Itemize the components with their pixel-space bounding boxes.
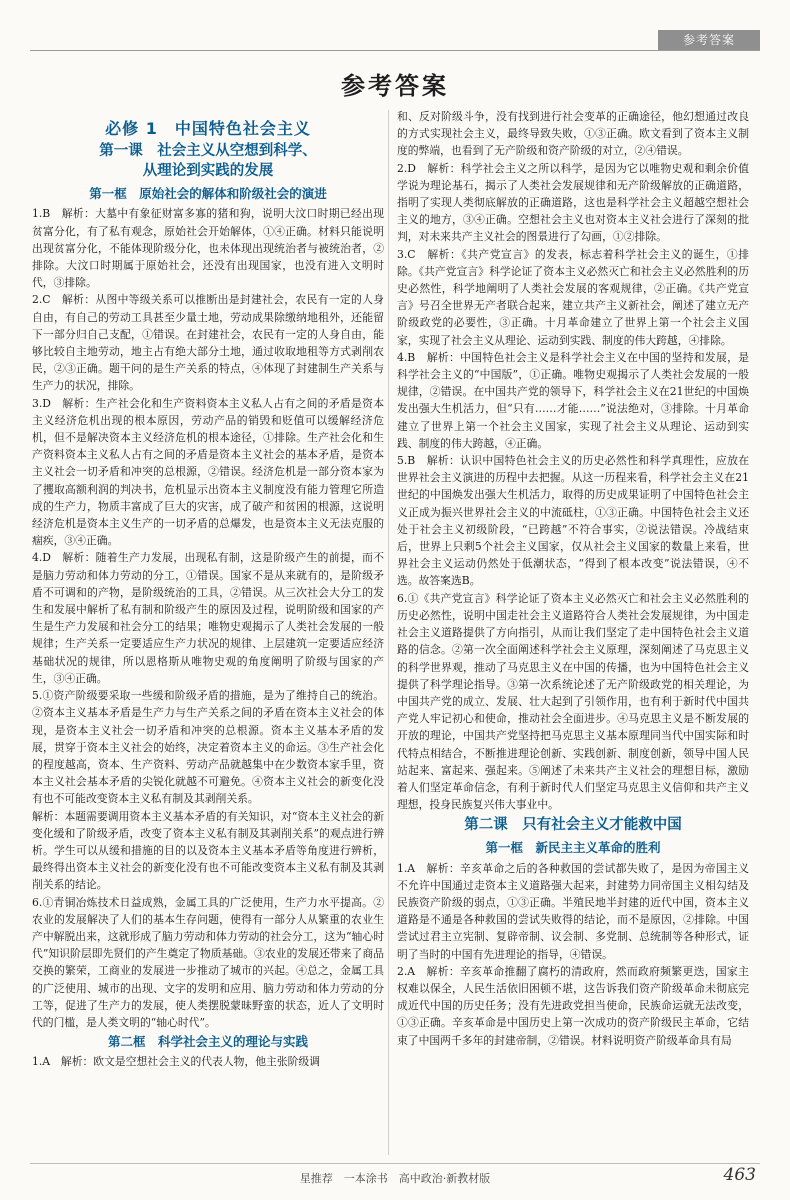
footer-divider bbox=[30, 1163, 760, 1164]
answer-item: 6.①青铜冶炼技术日益成熟，金属工具的广泛使用，生产力水平提高。②农业的发展解决了人们的基本生存问题，使得有一部分人从繁重的农业生产中解脱出来，这就形成了脑力劳动和体力劳动的社会分工，这为“轴心时代”知识阶层即先贤们的产生奠定了物质基础。③农业的发展还带来了商品交换的繁荣，工商业的发展进一步推动了城市的兴起。④总之，金属工具的广泛使用、城市的出现、文字的发明和应用、脑力劳动和体力劳动的分工等，促进了生产力的发展，使人类摆脱蒙昧野蛮的状态，近人了文明时代的门槛，是人类文明的“轴心时代”。 bbox=[32, 895, 384, 1029]
lesson-heading bbox=[32, 141, 384, 181]
answer-item: 6.①《共产党宣言》科学论证了资本主义必然灭亡和社会主义必然胜利的历史必然性，说明中国走社会主义道路符合人类社会发展规律，为中国走社会主义道路提供了方向指引，从而让我们坚定了走中国特色社会主义道路的信念。②第一次全面阐述科学社会主义原理，深刻阐述了马克思主义的科学世界观，推动了马克思主义在中国的传播，也为中国特色社会主义提供了科学理论指导。③第一次系统论述了无产阶级政党的相关理论，为中国共产党的成立、发展、壮大起到了引领作用，也有利于新时代中国共产党人牢记初心和使命，推动社会全面进步。④马克思主义是不断发展的开放的理论，中国共产党坚持把马克思主义基本原理同当代中国实际和时代特点相结合，不断推进理论创新、实践创新、制度创新，领导中国人民站起来、富起来、强起来。⑤阐述了未来共产主义社会的理想目标，激励着人们坚定革命信念，有利于新时代人们坚定马克思主义信仰和共产主义理想，投身民族复兴伟大事业中。 bbox=[397, 591, 749, 812]
answer-explanation: 解析：本题需要调用资本主义基本矛盾的有关知识，对“资本主义社会的新变化缓和了阶级矛盾，改变了资本主义私有制及其剥削关系”的观点进行辨析。学生可以从缓和措施的目的以及资本主义基本矛盾等角度进行辨析，最终得出资本主义社会的新变化没有也不可能改变资本主义私有制及其剥削关系的结论。 bbox=[32, 809, 384, 892]
frame-heading: 第二框 科学社会主义的理论与实践 bbox=[107, 1034, 308, 1050]
answer-item: 1.A 解析：辛亥革命之后的各种救国的尝试都失败了，是因为帝国主义不允许中国通过走资本主义道路强大起来，封建势力同帝国主义相勾结及民族资产阶级的弱点，①③正确。半殖民地半封建的近代中国，资本主义道路是不通是各种救国的尝试失败得的结论，而不是原因，②排除。中国尝试过君主立宪制、复辟帝制、议会制、多党制、总统制等各种形式，证明了当时的中国有先进理论的指导，④错误。 bbox=[397, 861, 749, 961]
answer-item: 3.C 解析：《共产党宣言》的发表，标志着科学社会主义的诞生，①排除。《共产党宣言》科学论证了资本主义必然灭亡和社会主义必然胜利的历史必然性，科学地阐明了人类社会发展的客观规律，②正确。《共产党宣言》号召全世界无产者联合起来，建立共产主义新社会，阐述了建立无产阶级政党的必要性，③正确。十月革命建立了世界上第一个社会主义国家，实现了社会主义从理论、运动到实践、制度的伟大跨越，④排除。 bbox=[397, 247, 749, 347]
answer-item: 4.B 解析：中国特色社会主义是科学社会主义在中国的坚持和发展，是科学社会主义的“中国版”，①正确。唯物史观揭示了人类社会发展的一般规律，②错误。在中国共产党的领导下，科学社会主义在21世纪的中国焕发出强大生机活力，但“只有……才能……”说法绝对，③排除。十月革命建立了世界上第一个社会主义国家，实现了社会主义从理论、运动到实践、制度的伟大跨越，④正确。 bbox=[397, 350, 749, 450]
lesson-heading-line: 第一课 社会主义从空想到科学、 bbox=[99, 143, 317, 160]
header-divider bbox=[30, 50, 760, 51]
answer-item: 5.①资产阶级要采取一些缓和阶级矛盾的措施，是为了维持自己的统治。②资本主义基本矛盾是生产力与生产关系之间的矛盾在资本主义社会的体现，是资本主义社会一切矛盾和冲突的总根源。资本主义基本矛盾的发展，贯穿于资本主义社会的始终，决定着资本主义的命运。③生产社会化的程度越高，资本、生产资料、劳动产品就越集中在少数资本家手里，资本主义社会基本矛盾的尖锐化就越不可避免。④资本主义社会的新变化没有也不可能改变资本主义私有制及其剥削关系。 bbox=[32, 689, 384, 806]
answer-item: 5.B 解析：认识中国特色社会主义的历史必然性和科学真理性，应放在世界社会主义演进的历程中去把握。从这一历程来看，科学社会主义在21世纪的中国焕发出强大生机活力，取得的历史成果证明了中国特色社会主义正成为振兴世界社会主义的中流砥柱，①③正确。中国特色社会主义还处于社会主义初级阶段，“已跨越”不符合事实，②说法错误。冷战结束后，世界上只剩5个社会主义国家，仅从社会主义国家的数量上来看，世界社会主义运动仍然处于低潮状态，“得到了根本改变”说法错误，④不选。故答案选B。 bbox=[397, 454, 749, 588]
section-tab: 参考答案 bbox=[658, 30, 760, 50]
left-column bbox=[32, 116, 384, 1156]
lesson-heading: 第二课 只有社会主义才能救中国 bbox=[464, 817, 682, 834]
answer-item: 4.D 解析：随着生产力发展，出现私有制，这是阶级产生的前提，而不是脑力劳动和体力劳动的分工，①错误。国家不是从来就有的，是阶级矛盾不可调和的产物，是阶级统治的工具，②错误。从三次社会大分工的发生和发展中解析了私有制和阶级产生的原因及过程，说明阶级和国家的产生是生产力发展和社会分工的结果；唯物史观揭示了人类社会发展的一般规律；生产关系一定要适应生产力状况的规律、上层建筑一定要适应经济基础状况的规律，所以恩格斯从唯物史观的角度阐明了阶级与国家的产生，③④正确。 bbox=[32, 551, 384, 685]
footer-text: 星推荐 一本涂书 高中政治·新教材版 bbox=[299, 1172, 491, 1185]
lesson-heading-line: 从理论到实践的发展 bbox=[142, 163, 274, 180]
frame-heading: 第一框 原始社会的解体和阶级社会的演进 bbox=[89, 186, 327, 202]
answer-item: 1.B 解析：大墓中有象征财富多寡的猪和狗，说明大汶口时期已经出现贫富分化，有了私有观念，原始社会开始解体，①④正确。材料只能说明出现贫富分化，不能体现阶级分化，也未体现出现统治者与被统治者，②排除。大汶口时期属于原始社会，还没有出现国家，也没有进入文明时代，③排除。 bbox=[32, 207, 384, 290]
page-title: 参考答案 bbox=[341, 72, 449, 100]
answer-item: 和、反对阶级斗争，没有找到进行社会变革的正确途径，他幻想通过改良的方式实现社会主义，最终导致失败，①③正确。欧文看到了资本主义制度的弊端，也看到了无产阶级和资产阶级的对立，②④错误。 bbox=[397, 110, 749, 158]
answer-item: 1.A 解析：欧文是空想社会主义的代表人物，他主张阶级调 bbox=[32, 1055, 321, 1069]
right-column bbox=[397, 108, 749, 1148]
answer-item: 2.C 解析：从图中等级关系可以推断出是封建社会，农民有一定的人身自由，有自己的劳动工具甚至少量土地，劳动成果除缴纳地租外，还能留下一部分归自己支配，①错误。在封建社会，农民有一定的人身自由，能够比较自主地劳动，地主占有绝大部分土地，通过收取地租等方式剥削农民，②③正确。题干问的是生产关系的特点，④体现了封建制生产关系与生产力的状况，排除。 bbox=[32, 293, 384, 393]
answer-item: 2.A 解析：辛亥革命推翻了腐朽的清政府，然而政府频繁更迭，国家主权难以保全，人民生活依旧困顿不堪，这告诉我们资产阶级革命未彻底完成近代中国的历史任务；没有先进政党担当使命，民族命运就无法改变，①③正确。辛亥革命是中国历史上第一次成功的资产阶级民主革命，它结束了中国两千多年的封建帝制，②错误。材料说明资产阶级革命具有局 bbox=[397, 964, 749, 1047]
column-divider bbox=[388, 110, 389, 1155]
frame-heading: 第一框 新民主主义革命的胜利 bbox=[485, 840, 661, 856]
module-heading: 必修 1 中国特色社会主义 bbox=[105, 119, 311, 138]
answer-item: 3.D 解析：生产社会化和生产资料资本主义私人占有之间的矛盾是资本主义经济危机出现的根本原因，劳动产品的销毁和贬值可以缓解经济危机，但不是解决资本主义经济危机的根本途径，①排除。生产社会化和生产资料资本主义私人占有之间的矛盾是资本主义社会的基本矛盾，是资本主义社会一切矛盾和冲突的总根源，②错误。经济危机是一部分资本家为了攫取高额利润的判决书，危机显示出资本主义制度没有能力管理它所造成的生产力，物质丰富成了巨大的灾害，成了破产和贫困的根源，这说明经济危机是资本主义生产的一切矛盾的总爆发，也是资本主义无法克服的痼疾，③④正确。 bbox=[32, 396, 384, 548]
page-number: 463 bbox=[723, 1165, 756, 1185]
answer-item: 2.D 解析：科学社会主义之所以科学，是因为它以唯物史观和剩余价值学说为理论基石，揭示了人类社会发展规律和无产阶级解放的正确道路，指明了实现人类彻底解放的正确道路，这也是科学社会主义超越空想社会主义的地方，③④正确。空想社会主义也对资本主义社会进行了深刻的批判，对未来共产主义社会的图景进行了勾画，①②排除。 bbox=[397, 161, 749, 244]
